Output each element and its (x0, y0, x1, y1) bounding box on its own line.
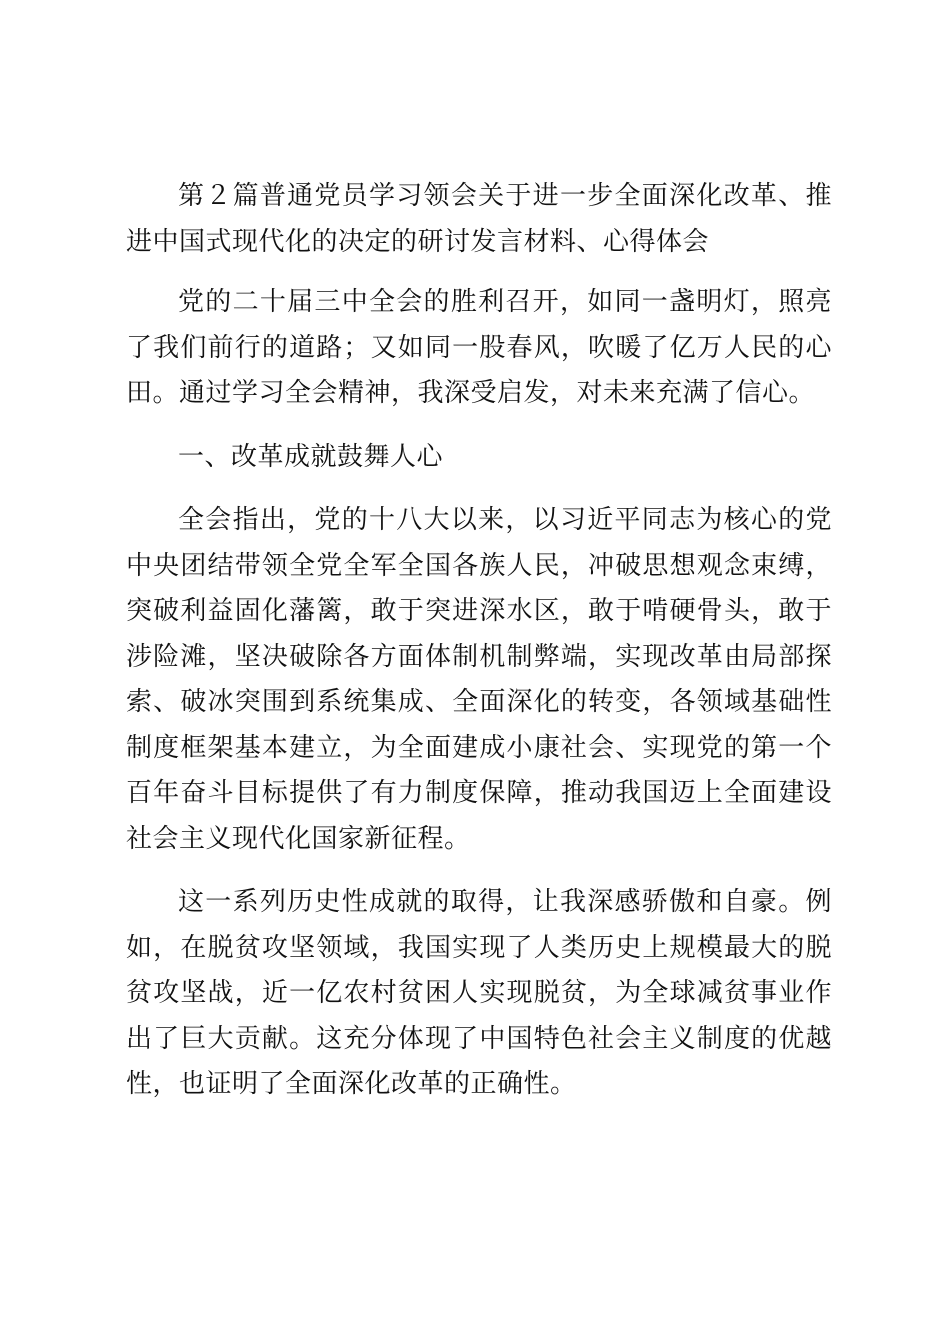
body-paragraph: 这一系列历史性成就的取得，让我深感骄傲和自豪。例如，在脱贫攻坚领域，我国实现了人类历史上规模最大的脱贫攻坚战，近一亿农村贫困人实现脱贫，为全球减贫事业作出了巨大贡献。这充分体现了中国特色社会主义制度的优越性，也证明了全面深化改革的正确性。 (126, 887, 832, 1099)
intro-paragraph: 党的二十届三中全会的胜利召开，如同一盏明灯，照亮了我们前行的道路；又如同一股春风，吹暖了亿万人民的心田。通过学习全会精神，我深受启发，对未来充满了信心。 (126, 287, 832, 408)
document-title: 第２篇普通党员学习领会关于进一步全面深化改革、推进中国式现代化的决定的研讨发言材料、心得体会 (126, 181, 832, 257)
section-heading: 一、改革成就鼓舞人心 (178, 441, 444, 472)
document-page (126, 174, 832, 1126)
body-paragraph: 全会指出，党的十八大以来，以习近平同志为核心的党中央团结带领全党全军全国各族人民，冲破思想观念束缚，突破利益固化藩篱，敢于突进深水区，敢于啃硬骨头，敢于涉险滩，坚决破除各方面体制机制弊端，实现改革由局部探索、破冰突围到系统集成、全面深化的转变，各领域基础性制度框架基本建立，为全面建成小康社会、实现党的第一个百年奋斗目标提供了有力制度保障，推动我国迈上全面建设社会主义现代化国家新征程。 (126, 505, 832, 854)
